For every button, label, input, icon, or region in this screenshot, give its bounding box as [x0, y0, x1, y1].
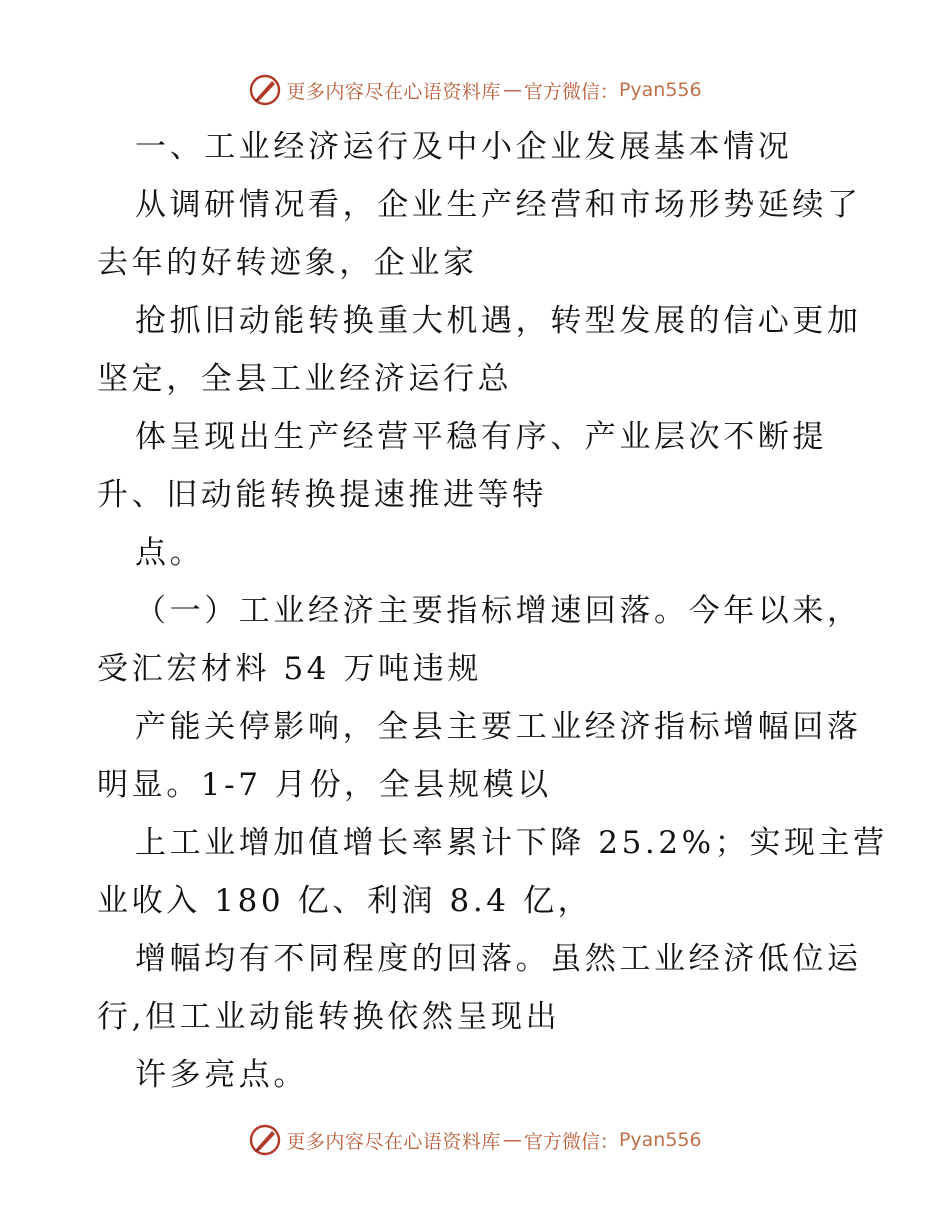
- text-line: 产能关停影响，全县主要工业经济指标增幅回落: [135, 709, 862, 745]
- watermark-id: Pyan556: [618, 1129, 702, 1151]
- watermark-banner-bottom: [0, 1118, 950, 1162]
- text-line: 从调研情况看，企业生产经营和市场形势延续了: [135, 187, 862, 223]
- watermark-banner-top: [0, 68, 950, 112]
- text-line: 上工业增加值增长率累计下降 25.2%；实现主营: [135, 825, 888, 861]
- quill-pen-icon: [248, 73, 282, 107]
- text-line: 点。: [135, 535, 205, 571]
- watermark-separator: —: [502, 79, 522, 101]
- document-body: [97, 118, 888, 1104]
- watermark-separator: —: [502, 1129, 522, 1151]
- text-line: 业收入 180 亿、利润 8.4 亿，: [97, 883, 593, 919]
- text-line: 明显。1-7 月份，全县规模以: [97, 767, 552, 803]
- text-line: 许多亮点。: [135, 1057, 308, 1093]
- watermark-official: 官方微信：: [523, 80, 619, 103]
- text-line: 受汇宏材料 54 万吨违规: [97, 651, 482, 687]
- text-line: 增幅均有不同程度的回落。虽然工业经济低位运: [135, 941, 862, 977]
- text-line: 抢抓旧动能转换重大机遇，转型发展的信心更加: [135, 303, 862, 339]
- text-line: 体呈现出生产经营平稳有序、产业层次不断提: [135, 419, 827, 455]
- watermark-lead: 更多内容尽在心语资料库: [286, 80, 501, 103]
- text-line: 一、工业经济运行及中小企业发展基本情况: [135, 129, 793, 165]
- text-line: 升、旧动能转换提速推进等特: [97, 477, 547, 513]
- text-line: （一）工业经济主要指标增速回落。今年以来，: [135, 593, 862, 629]
- text-line: 坚定，全县工业经济运行总: [97, 361, 513, 397]
- text-line: 去年的好转迹象，企业家: [97, 245, 478, 281]
- watermark-id: Pyan556: [618, 79, 702, 101]
- text-line: 行,但工业动能转换依然呈现出: [97, 999, 561, 1035]
- watermark-official: 官方微信：: [523, 1130, 619, 1153]
- watermark-lead: 更多内容尽在心语资料库: [286, 1130, 501, 1153]
- quill-pen-icon: [248, 1123, 282, 1157]
